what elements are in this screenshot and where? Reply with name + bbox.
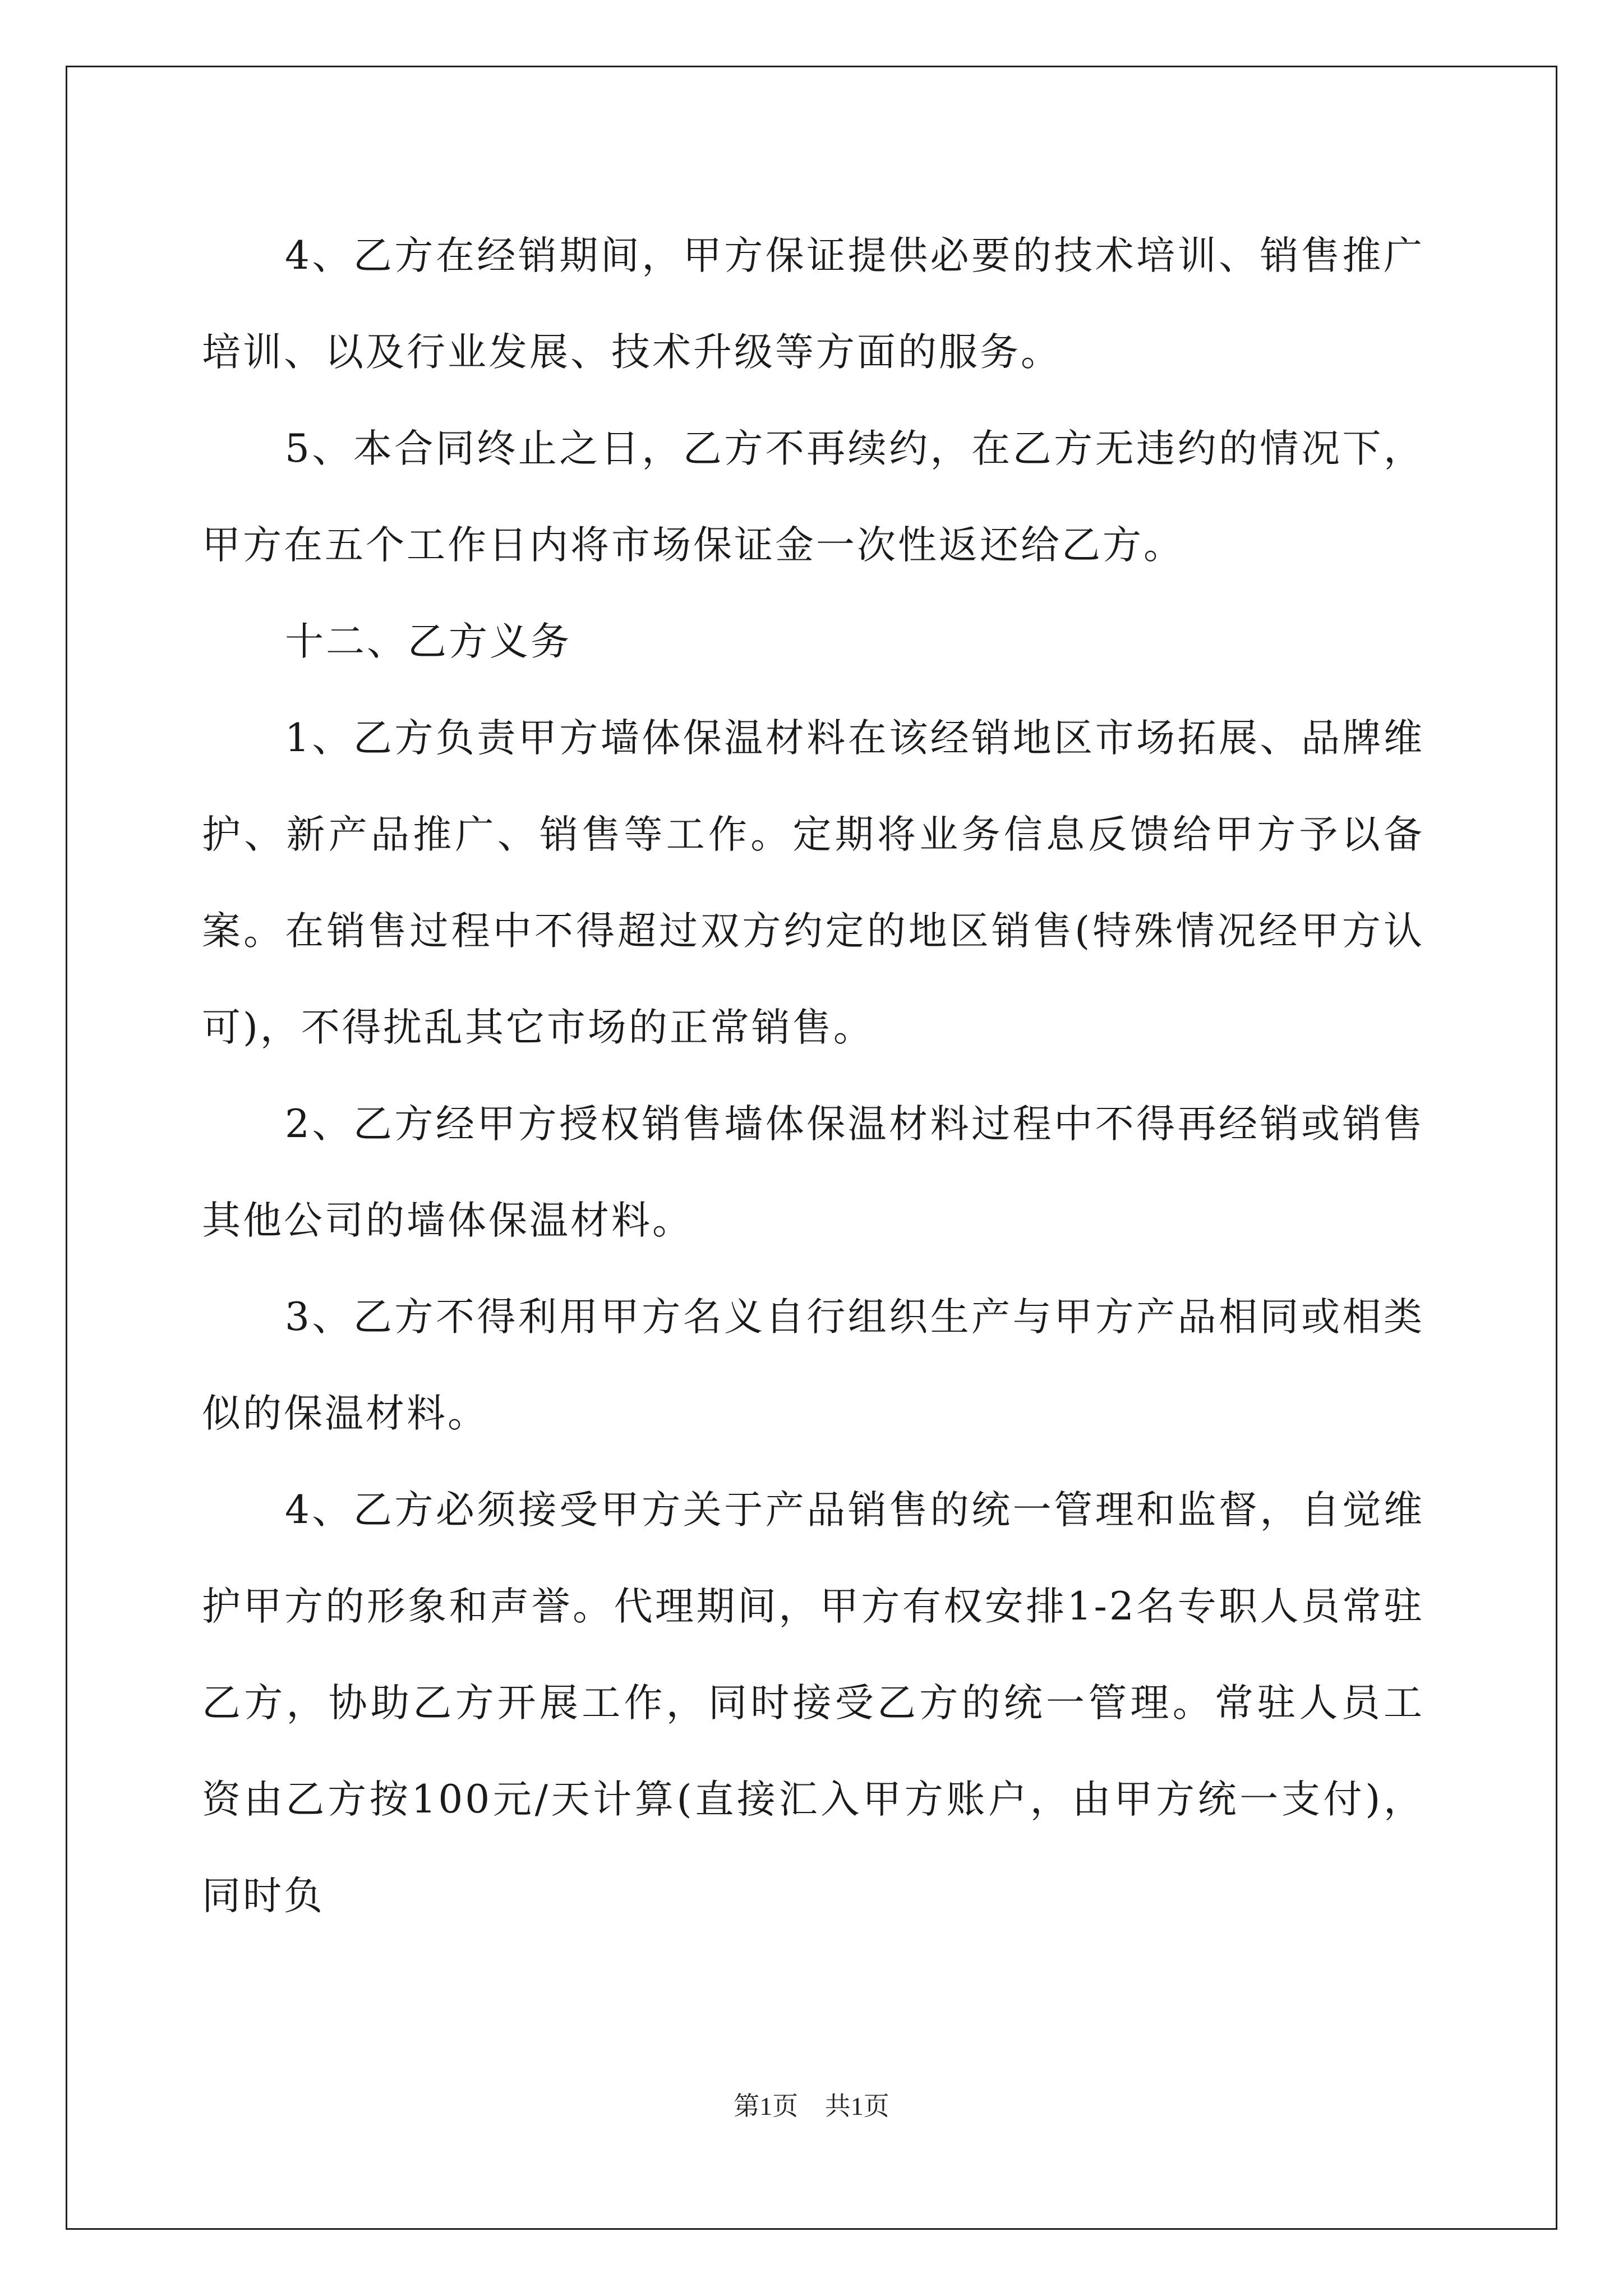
paragraph-obligation-4: 4、乙方必须接受甲方关于产品销售的统一管理和监督，自觉维护甲方的形象和声誉。代理期间，甲方有权安排1-2名专职人员常驻乙方，协助乙方开展工作，同时接受乙方的统一管理。常驻人员工资由乙方按100元/天计算(直接汇入甲方账户，由甲方统一支付)，同时负 bbox=[202, 1488, 1424, 1918]
page-total: 共1页 bbox=[824, 2092, 889, 2120]
page-number: 第1页 bbox=[734, 2092, 799, 2120]
paragraph-item-5-deposit-return: 5、本合同终止之日，乙方不再续约，在乙方无违约的情况下，甲方在五个工作日内将市场保证金一次性返还给乙方。 bbox=[202, 426, 1424, 568]
section-heading-party-b-obligations: 十二、乙方义务 bbox=[285, 619, 571, 664]
paragraph-obligation-1: 1、乙方负责甲方墙体保温材料在该经销地区市场拓展、品牌维护、新产品推广、销售等工作。定期将业务信息反馈给甲方予以备案。在销售过程中不得超过双方约定的地区销售(特殊情况经甲方认可)，不得扰乱其它市场的正常销售。 bbox=[202, 716, 1424, 1050]
page-footer bbox=[0, 2086, 1623, 2123]
document-body bbox=[202, 208, 1424, 1944]
paragraph-obligation-3: 3、乙方不得利用甲方名义自行组织生产与甲方产品相同或相类似的保温材料。 bbox=[202, 1295, 1424, 1436]
paragraph-item-4-services: 4、乙方在经销期间，甲方保证提供必要的技术培训、销售推广培训、以及行业发展、技术升级等方面的服务。 bbox=[202, 233, 1424, 375]
paragraph-obligation-2: 2、乙方经甲方授权销售墙体保温材料过程中不得再经销或销售其他公司的墙体保温材料。 bbox=[202, 1102, 1424, 1243]
